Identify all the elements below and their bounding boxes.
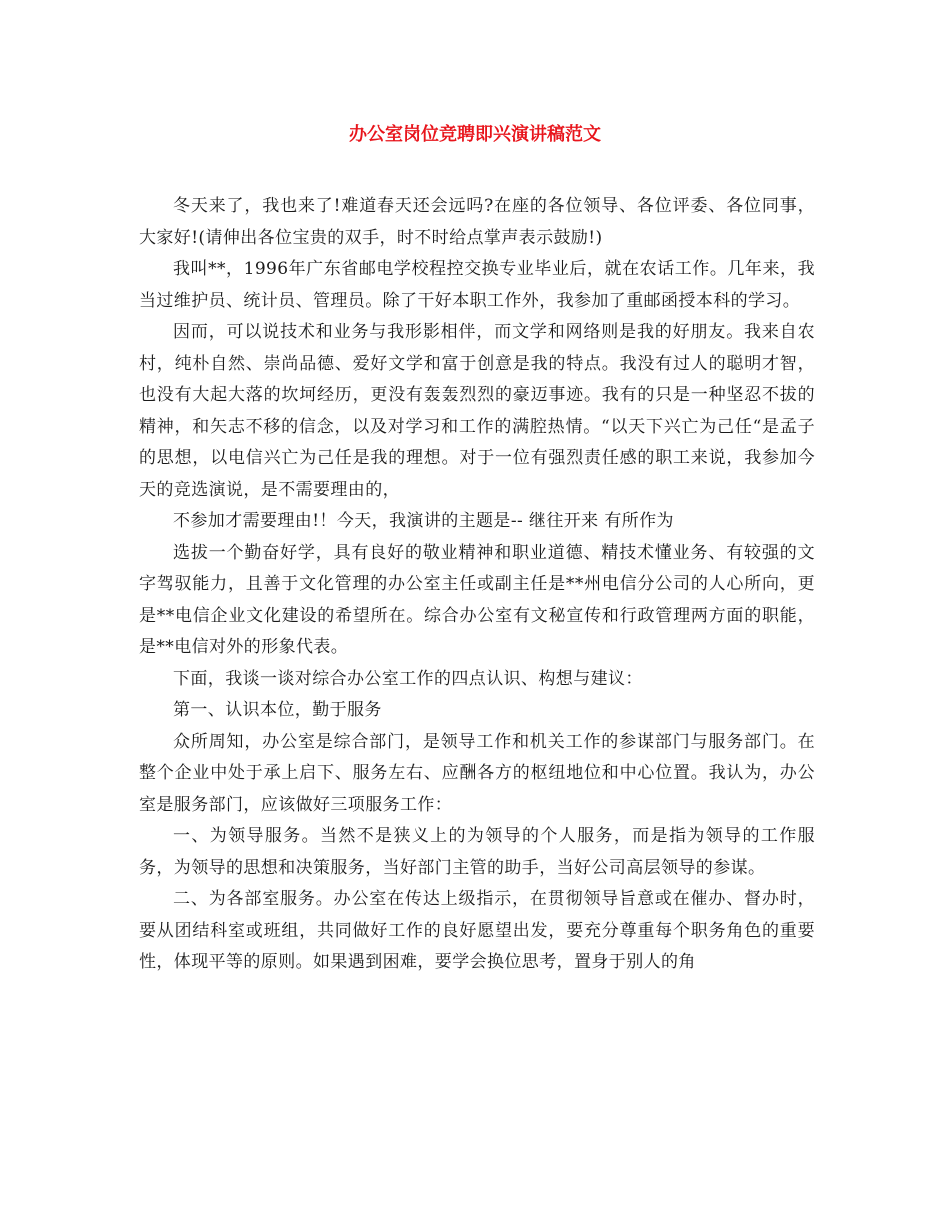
paragraph-section-heading-one: 第一、认识本位，勤于服务: [173, 700, 382, 720]
paragraph-personal-traits: 因而，可以说技术和业务与我形影相伴，而文学和网络则是我的好朋友。我来自农村，纯朴自然、崇尚品德、爱好文学和富于创意是我的特点。我没有过人的聪明才智，也没有大起大落的坎坷经历，更没有轰轰烈烈的豪迈事迹。我有的只是一种坚忍不拔的精神，和矢志不移的信念，以及对学习和工作的满腔热情。“以天下兴亡为己任“是孟子的思想，以电信兴亡为己任是我的理想。对于一位有强烈责任感的职工来说，我参加今天的竞选演说，是不需要理由的，: [139, 322, 815, 500]
paragraph-office-role: 选拔一个勤奋好学，具有良好的敬业精神和职业道德、精技术懂业务、有较强的文字驾驭能力，且善于文化管理的办公室主任或副主任是**州电信分公司的人心所向，更是**电信企业文化建设的希望所在。综合办公室有文秘宣传和行政管理两方面的职能，是**电信对外的形象代表。: [139, 542, 815, 657]
document-body: [139, 191, 815, 979]
paragraph-greeting: 冬天来了，我也来了!难道春天还会远吗?在座的各位领导、各位评委、各位同事，大家好!(请伸出各位宝贵的双手，时不时给点掌声表示鼓励!): [139, 196, 815, 248]
paragraph-serve-leaders: 一、为领导服务。当然不是狭义上的为领导的个人服务，而是指为领导的工作服务，为领导的思想和决策服务，当好部门主管的助手，当好公司高层领导的参谋。: [139, 826, 815, 878]
document-title: 办公室岗位竞聘即兴演讲稿范文: [349, 124, 601, 145]
paragraph-four-points-intro: 下面，我谈一谈对综合办公室工作的四点认识、构想与建议：: [173, 668, 643, 689]
paragraph-introduction: 我叫**，1996年广东省邮电学校程控交换专业毕业后，就在农话工作。几年来，我当过维护员、统计员、管理员。除了干好本职工作外，我参加了重邮函授本科的学习。: [139, 259, 815, 311]
paragraph-serve-departments: 二、为各部室服务。办公室在传达上级指示，在贯彻领导旨意或在催办、督办时，要从团结科室或班组，共同做好工作的良好愿望出发，要充分尊重每个职务角色的重要性，体现平等的原则。如果遇到困难，要学会换位思考，置身于别人的角: [139, 889, 815, 972]
paragraph-speech-theme: 不参加才需要理由!！今天，我演讲的主题是-- 继往开来 有所作为: [173, 511, 674, 531]
paragraph-office-service: 众所周知，办公室是综合部门，是领导工作和机关工作的参谋部门与服务部门。在整个企业中处于承上启下、服务左右、应酬各方的枢纽地位和中心位置。我认为，办公室是服务部门，应该做好三项服务工作：: [139, 731, 815, 815]
